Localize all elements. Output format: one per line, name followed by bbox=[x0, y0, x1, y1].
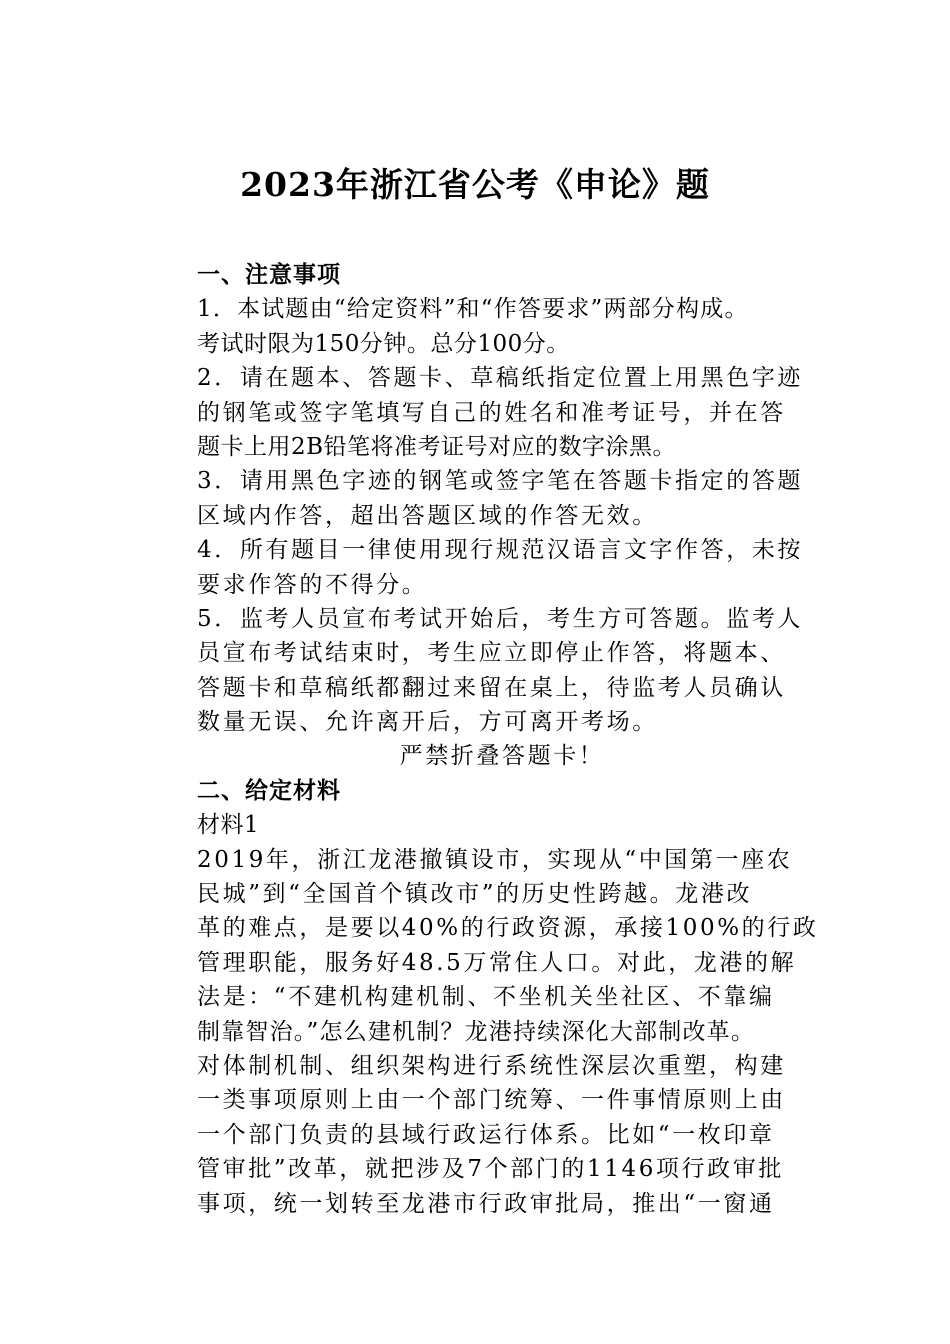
notice-line: 考试时限为150分钟。总分100分。 bbox=[197, 330, 570, 357]
material-line: 对体制机制、组织架构进行系统性深层次重塑，构建 bbox=[197, 1052, 786, 1079]
material-line: 事项，统一划转至龙港市行政审批局，推出“一窗通 bbox=[197, 1190, 775, 1217]
material-line: 革的难点，是要以40%的行政资源，承接100%的行政 bbox=[197, 915, 819, 942]
document-body bbox=[197, 258, 837, 1221]
material-line: 法是：“不建机构建机制、不坐机关坐社区、不靠编 bbox=[197, 984, 775, 1011]
material-line: 管审批”改革，就把涉及7个部门的1146项行政审批 bbox=[197, 1156, 784, 1183]
notice-line: 3．请用黑色字迹的钢笔或签字笔在答题卡指定的答题 bbox=[197, 468, 804, 495]
notice-line: 数量无误、允许离开后，方可离开考场。 bbox=[197, 709, 658, 736]
materials-heading: 二、给定材料 bbox=[197, 776, 341, 804]
notice-line: 区域内作答，超出答题区域的作答无效。 bbox=[197, 502, 658, 529]
notice-line: 1．本试题由“给定资料”和“作答要求”两部分构成。 bbox=[197, 296, 749, 323]
material-1-label: 材料1 bbox=[197, 812, 260, 839]
notice-line: 的钢笔或签字笔填写自己的姓名和准考证号，并在答 bbox=[197, 399, 786, 426]
notice-line: 4．所有题目一律使用现行规范汉语言文字作答，未按 bbox=[197, 537, 804, 564]
notice-line: 2．请在题本、答题卡、草稿纸指定位置上用黑色字迹 bbox=[197, 365, 804, 392]
material-line: 管理职能，服务好48.5万常住人口。对此，龙港的解 bbox=[197, 949, 797, 976]
material-line: 制靠智治。”怎么建机制？龙港持续深化大部制改革。 bbox=[197, 1018, 756, 1045]
material-line: 一个部门负责的县域行政运行体系。比如“一枚印章 bbox=[197, 1121, 775, 1148]
notice-warning: 严禁折叠答题卡！ bbox=[399, 743, 605, 770]
notice-heading: 一、注意事项 bbox=[197, 261, 341, 288]
document-title: 2023年浙江省公考《申论》题 bbox=[240, 165, 710, 204]
material-line: 一类事项原则上由一个部门统筹、一件事情原则上由 bbox=[197, 1087, 786, 1114]
material-line: 2019年，浙江龙港撤镇设市，实现从“中国第一座农 bbox=[197, 846, 793, 873]
notice-line: 答题卡和草稿纸都翻过来留在桌上，待监考人员确认 bbox=[197, 674, 786, 701]
notice-line: 题卡上用2B铅笔将准考证号对应的数字涂黑。 bbox=[197, 433, 677, 460]
material-line: 民城”到“全国首个镇改市”的历史性跨越。龙港改 bbox=[197, 881, 753, 908]
notice-line: 员宣布考试结束时，考生应立即停止作答，将题本、 bbox=[197, 640, 786, 667]
notice-line: 要求作答的不得分。 bbox=[197, 571, 428, 598]
notice-line: 5．监考人员宣布考试开始后，考生方可答题。监考人 bbox=[197, 605, 804, 632]
